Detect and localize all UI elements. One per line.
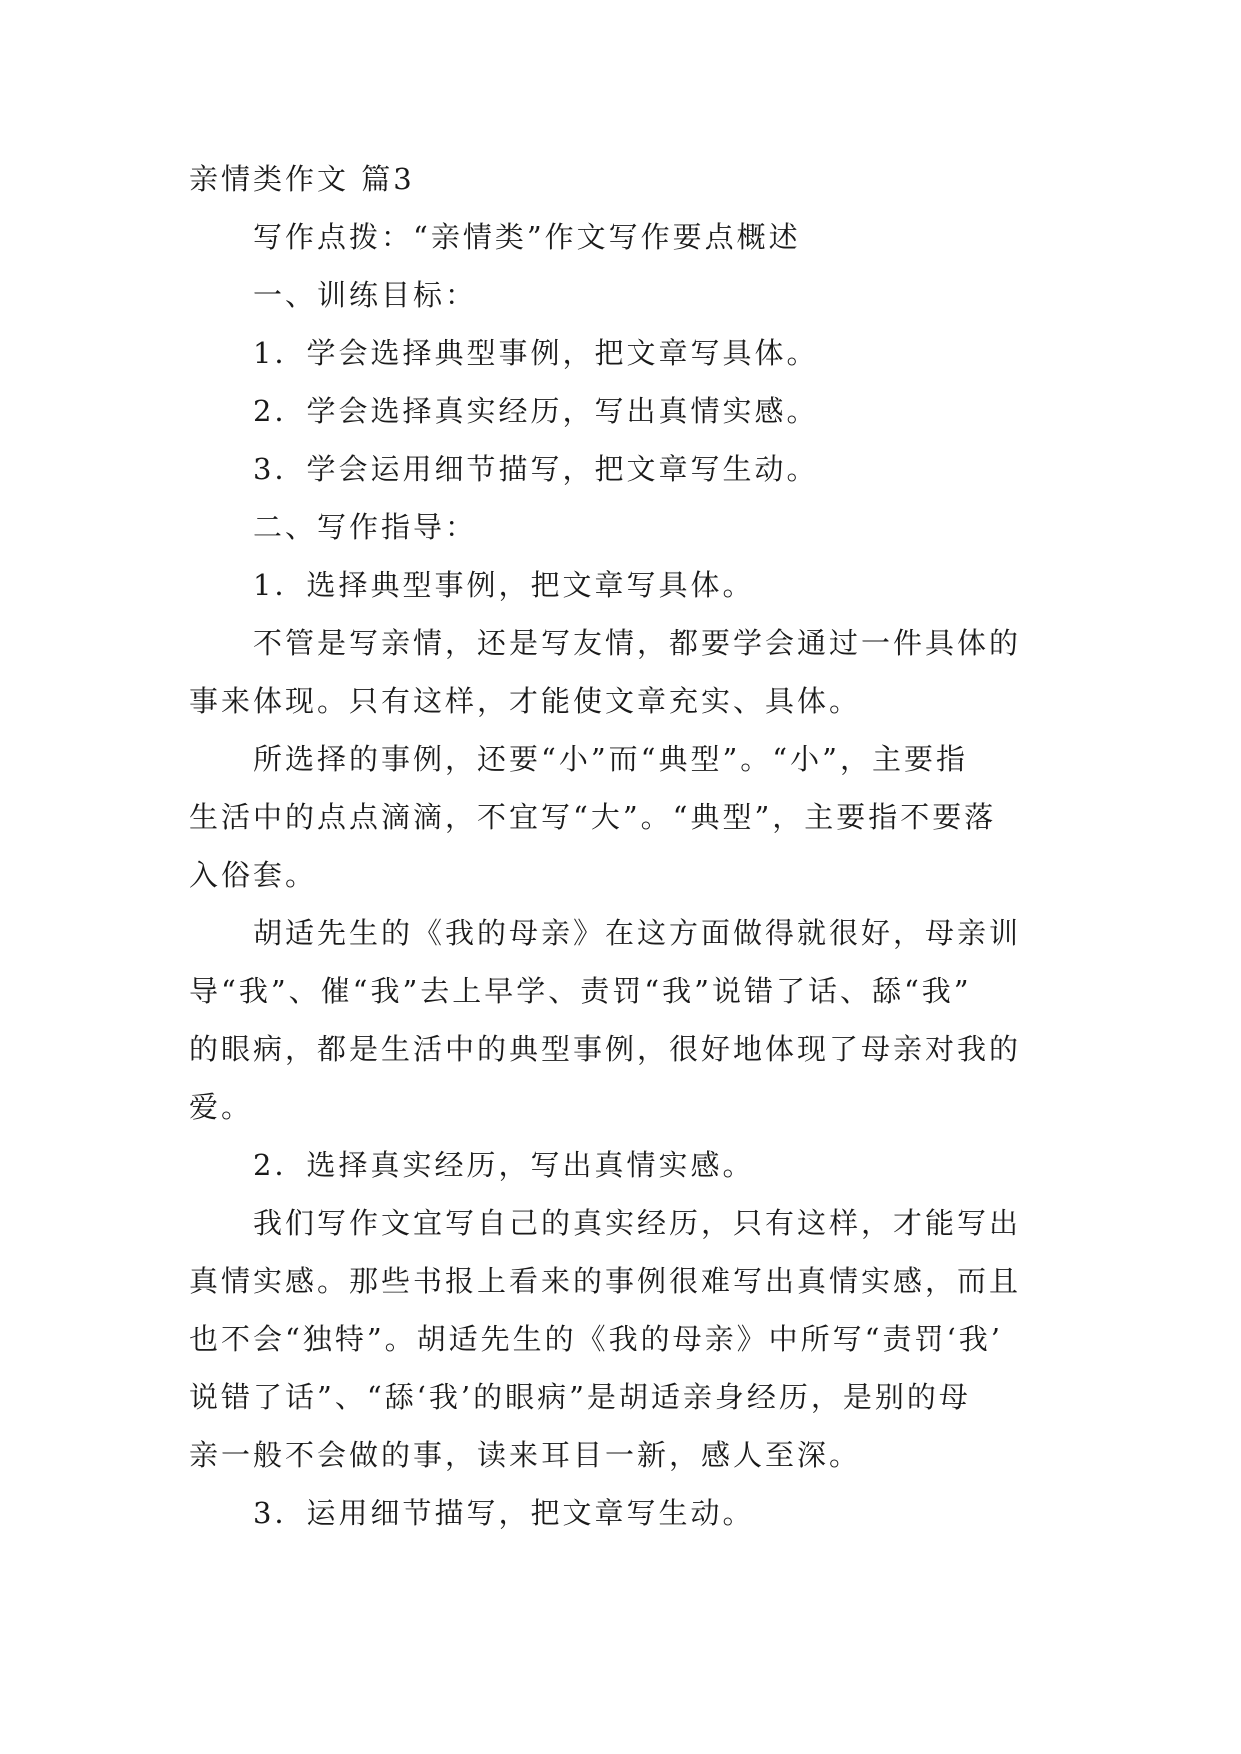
text-line: 也不会“独特”。胡适先生的《我的母亲》中所写“责罚‘我’ — [189, 1322, 1003, 1356]
text-line: 真情实感。那些书报上看来的事例很难写出真情实感，而且 — [189, 1264, 1022, 1298]
text-line: 说错了话”、“舔‘我’的眼病”是胡适亲身经历，是别的母 — [189, 1380, 971, 1414]
paragraph — [189, 450, 1051, 488]
paragraph — [189, 1204, 1051, 1474]
document-body — [189, 160, 1051, 1552]
paragraph — [189, 508, 1051, 546]
paragraph — [189, 914, 1051, 1126]
paragraph — [189, 392, 1051, 430]
text-line: 所选择的事例，还要“小”而“典型”。“小”，主要指 — [253, 742, 968, 776]
paragraph — [189, 624, 1051, 720]
text-line: 3．学会运用细节描写，把文章写生动。 — [253, 452, 819, 486]
text-line: 亲一般不会做的事，读来耳目一新，感人至深。 — [189, 1438, 862, 1472]
text-line: 胡适先生的《我的母亲》在这方面做得就很好，母亲训 — [253, 916, 1022, 950]
paragraph — [189, 334, 1051, 372]
text-line: 3．运用细节描写，把文章写生动。 — [253, 1496, 755, 1530]
text-line: 生活中的点点滴滴，不宜写“大”。“典型”，主要指不要落 — [189, 800, 997, 834]
text-line: 2．选择真实经历，写出真情实感。 — [253, 1148, 755, 1182]
text-line: 导“我”、催“我”去上早学、责罚“我”说错了话、舔“我” — [189, 974, 972, 1008]
paragraph — [189, 740, 1051, 894]
text-line: 写作点拨：“亲情类”作文写作要点概述 — [253, 220, 801, 254]
text-line: 一、训练目标： — [253, 278, 478, 312]
paragraph — [189, 276, 1051, 314]
paragraph — [189, 566, 1051, 604]
paragraph — [189, 1146, 1051, 1184]
text-line: 爱。 — [189, 1090, 254, 1124]
text-line: 1．学会选择典型事例，把文章写具体。 — [253, 336, 819, 370]
text-line: 2．学会选择真实经历，写出真情实感。 — [253, 394, 819, 428]
text-line: 1．选择典型事例，把文章写具体。 — [253, 568, 755, 602]
paragraph-list — [189, 218, 1051, 1532]
document-title: 亲情类作文 篇3 — [189, 162, 415, 196]
paragraph — [189, 218, 1051, 256]
paragraph — [189, 1494, 1051, 1532]
text-line: 事来体现。只有这样，才能使文章充实、具体。 — [189, 684, 862, 718]
text-line: 的眼病，都是生活中的典型事例，很好地体现了母亲对我的 — [189, 1032, 1022, 1066]
text-line: 入俗套。 — [189, 858, 318, 892]
text-line: 不管是写亲情，还是写友情，都要学会通过一件具体的 — [253, 626, 1022, 660]
text-line: 二、写作指导： — [253, 510, 478, 544]
text-line: 我们写作文宜写自己的真实经历，只有这样，才能写出 — [253, 1206, 1022, 1240]
